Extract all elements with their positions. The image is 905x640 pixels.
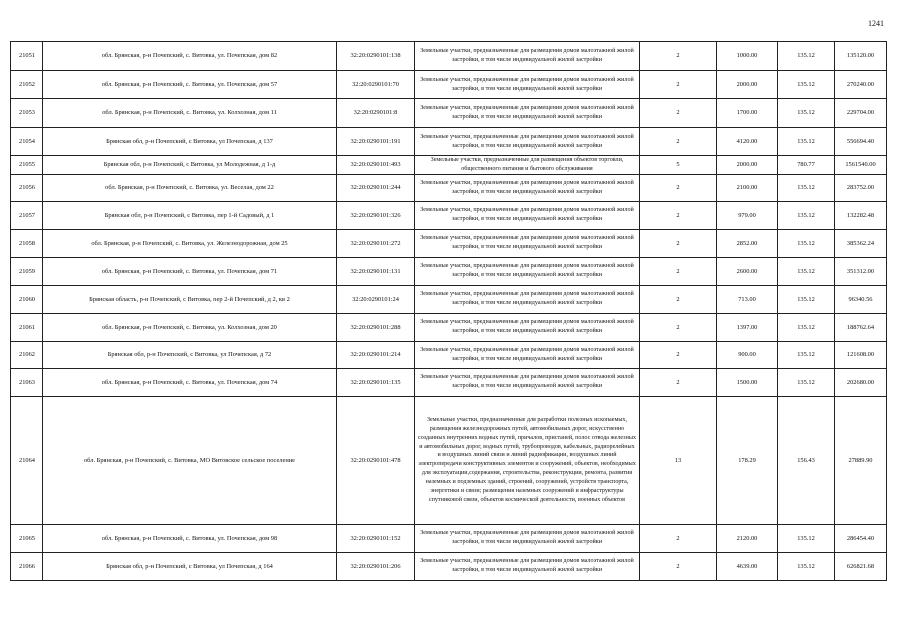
cadastral-value-cell: 188762.64 [835,313,887,341]
address-cell: обл. Брянская, р-н Почепский, с. Витовка, ул. Веселая, дом 22 [43,174,337,201]
cadastral-number-cell: 32:20:0290101:493 [337,156,415,175]
land-purpose-cell: Земельные участки, предназначенные для размещения домов малоэтажной жилой застройки, в том числе индивидуальной жилой застройки [415,174,640,201]
land-purpose-cell: Земельные участки, предназначенные для размещения домов малоэтажной жилой застройки, в том числе индивидуальной жилой застройки [415,368,640,396]
land-use-code-cell: 2 [640,71,717,99]
land-purpose-cell: Земельные участки, предназначенные для размещения домов малоэтажной жилой застройки, в том числе индивидуальной жилой застройки [415,257,640,285]
table-row [11,229,887,257]
land-use-code-cell: 2 [640,341,717,368]
page-number: 1241 [868,19,884,28]
area-cell: 2000.00 [717,71,778,99]
record-number: 21051 [11,42,43,71]
cadastral-value-cell: 385362.24 [835,229,887,257]
table-row [11,341,887,368]
specific-value-cell: 135.12 [778,341,835,368]
area-cell: 979.00 [717,201,778,229]
specific-value-cell: 135.12 [778,42,835,71]
cadastral-number-cell: 32:20:0290101:191 [337,128,415,156]
cadastral-number-cell: 32:20:0290101:272 [337,229,415,257]
land-use-code-cell: 2 [640,285,717,313]
area-cell: 1000.00 [717,42,778,71]
address-cell: обл. Брянская, р-н Почепский, с. Витовка, ул. Колхозная, дом 11 [43,99,337,128]
cadastral-value-cell: 202680.00 [835,368,887,396]
specific-value-cell: 135.12 [778,257,835,285]
address-cell: Брянская обл, р-н Почепский, с Витовка, ул Почепская, д 72 [43,341,337,368]
address-cell: Брянская область, р-н Почепский, с Витовка, пер 2-й Почепский, д 2, кв 2 [43,285,337,313]
address-cell: Брянская обл, р-н Почепский, с Витовка, ул Молодежная, д 1-д [43,156,337,175]
land-use-code-cell: 2 [640,257,717,285]
cadastral-number-cell: 32:20:0290101:138 [337,42,415,71]
land-use-code-cell: 2 [640,128,717,156]
cadastral-number-cell: 32:20:0290101:326 [337,201,415,229]
table-row [11,42,887,71]
cadastral-value-cell: 286454.40 [835,524,887,552]
land-purpose-cell: Земельные участки, предназначенные для разработки полезных ископаемых, размещения железнодорожных путей, автомобильных дорог, искусственно созданных внутренних водных путей, причалов, пристаней, полос отвода железных и автомобильных дорог, водных путей, трубопроводов, кабельных, радиорелейных и воздушных линий связи и линий радиофикации, воздушных линий электропередачи конструктивных элементов и сооружений, объектов, необходимых для эксплуатации,содержания, строительства, реконструкции, ремонта, развития наземных и подземных зданий, строений, сооружений, устройств транспорта, энергетики и связи; размещения наземных сооружений и инфраструктуры спутниковой связи, объектов космической деятельности, военных объектов [415,396,640,524]
cadastral-value-cell: 1561540.00 [835,156,887,175]
record-number: 21060 [11,285,43,313]
cadastral-value-cell: 351312.00 [835,257,887,285]
address-cell: Брянская обл, р-н Почепский, с Витовка, ул Почепская, д 137 [43,128,337,156]
cadastral-value-cell: 135120.00 [835,42,887,71]
table-row [11,99,887,128]
address-cell: обл. Брянская, р-н Почепский, с. Витовка, ул. Почепская, дом 74 [43,368,337,396]
cadastral-value-cell: 556694.40 [835,128,887,156]
land-use-code-cell: 13 [640,396,717,524]
specific-value-cell: 156.43 [778,396,835,524]
table-row [11,313,887,341]
area-cell: 1500.00 [717,368,778,396]
address-cell: обл. Брянская, р-н Почепский, с. Витовка, МО Витовское сельское поселение [43,396,337,524]
land-use-code-cell: 2 [640,229,717,257]
area-cell: 4120.00 [717,128,778,156]
record-number: 21065 [11,524,43,552]
record-number: 21057 [11,201,43,229]
land-purpose-cell: Земельные участки, предназначенные для размещения домов малоэтажной жилой застройки, в том числе индивидуальной жилой застройки [415,341,640,368]
specific-value-cell: 135.12 [778,229,835,257]
record-number: 21062 [11,341,43,368]
table-row [11,524,887,552]
area-cell: 2120.00 [717,524,778,552]
specific-value-cell: 135.12 [778,285,835,313]
land-use-code-cell: 2 [640,313,717,341]
area-cell: 1397.00 [717,313,778,341]
cadastral-number-cell: 32:20:0290101:8 [337,99,415,128]
record-number: 21059 [11,257,43,285]
area-cell: 2600.00 [717,257,778,285]
cadastral-number-cell: 32:20:0290101:478 [337,396,415,524]
area-cell: 178.29 [717,396,778,524]
table-row [11,552,887,580]
area-cell: 2100.00 [717,174,778,201]
specific-value-cell: 135.12 [778,524,835,552]
area-cell: 2000.00 [717,156,778,175]
specific-value-cell: 135.12 [778,71,835,99]
cadastral-number-cell: 32:20:0290101:70 [337,71,415,99]
cadastral-number-cell: 32:20:0290101:206 [337,552,415,580]
land-use-code-cell: 2 [640,552,717,580]
specific-value-cell: 135.12 [778,99,835,128]
record-number: 21052 [11,71,43,99]
cadastral-value-cell: 96340.56 [835,285,887,313]
land-use-code-cell: 2 [640,201,717,229]
address-cell: обл. Брянская, р-н Почепский, с. Витовка, ул. Колхозная, дом 20 [43,313,337,341]
record-number: 21063 [11,368,43,396]
land-use-code-cell: 2 [640,42,717,71]
record-number: 21053 [11,99,43,128]
land-use-code-cell: 2 [640,368,717,396]
land-use-code-cell: 2 [640,99,717,128]
area-cell: 1700.00 [717,99,778,128]
land-purpose-cell: Земельные участки, предназначенные для размещения домов малоэтажной жилой застройки, в том числе индивидуальной жилой застройки [415,313,640,341]
cadastral-value-cell: 229704.00 [835,99,887,128]
specific-value-cell: 135.12 [778,313,835,341]
area-cell: 4639.00 [717,552,778,580]
record-number: 21061 [11,313,43,341]
table-row [11,285,887,313]
land-purpose-cell: Земельные участки, предназначенные для размещения домов малоэтажной жилой застройки, в том числе индивидуальной жилой застройки [415,71,640,99]
land-purpose-cell: Земельные участки, предназначенные для размещения домов малоэтажной жилой застройки, в том числе индивидуальной жилой застройки [415,201,640,229]
land-use-code-cell: 2 [640,524,717,552]
cadastral-value-cell: 626821.68 [835,552,887,580]
table-row [11,396,887,524]
land-purpose-cell: Земельные участки, предназначенные для размещения домов малоэтажной жилой застройки, в том числе индивидуальной жилой застройки [415,42,640,71]
specific-value-cell: 135.12 [778,368,835,396]
record-number: 21058 [11,229,43,257]
land-purpose-cell: Земельные участки, предназначенные для размещения домов малоэтажной жилой застройки, в том числе индивидуальной жилой застройки [415,524,640,552]
record-number: 21064 [11,396,43,524]
cadastral-value-cell: 121608.00 [835,341,887,368]
table-row [11,257,887,285]
cadastral-number-cell: 32:20:0290101:24 [337,285,415,313]
land-purpose-cell: Земельные участки, предназначенные для размещения объектов торговли, общественного питания и бытового обслуживания [415,156,640,175]
cadastral-number-cell: 32:20:0290101:214 [337,341,415,368]
cadastral-value-cell: 283752.00 [835,174,887,201]
address-cell: обл. Брянская, р-н Почепский, с. Витовка, ул. Почепская, дом 98 [43,524,337,552]
specific-value-cell: 135.12 [778,552,835,580]
land-purpose-cell: Земельные участки, предназначенные для размещения домов малоэтажной жилой застройки, в том числе индивидуальной жилой застройки [415,99,640,128]
specific-value-cell: 135.12 [778,174,835,201]
address-cell: обл. Брянская, р-н Почепский, с. Витовка, ул. Железнодорожная, дом 25 [43,229,337,257]
land-purpose-cell: Земельные участки, предназначенные для размещения домов малоэтажной жилой застройки, в том числе индивидуальной жилой застройки [415,285,640,313]
address-cell: обл. Брянская, р-н Почепский, с. Витовка, ул. Почепская, дом 57 [43,71,337,99]
area-cell: 900.00 [717,341,778,368]
cadastral-value-cell: 132282.48 [835,201,887,229]
cadastral-number-cell: 32:20:0290101:288 [337,313,415,341]
record-number: 21055 [11,156,43,175]
cadastral-number-cell: 32:20:0290101:131 [337,257,415,285]
area-cell: 2852.00 [717,229,778,257]
record-number: 21056 [11,174,43,201]
land-register-table [10,41,887,581]
land-use-code-cell: 5 [640,156,717,175]
table-row [11,174,887,201]
cadastral-value-cell: 270240.00 [835,71,887,99]
table-row [11,201,887,229]
cadastral-number-cell: 32:20:0290101:152 [337,524,415,552]
address-cell: Брянская обл, р-н Почепский, с Витовка, ул Почепская, д 164 [43,552,337,580]
land-purpose-cell: Земельные участки, предназначенные для размещения домов малоэтажной жилой застройки, в том числе индивидуальной жилой застройки [415,229,640,257]
specific-value-cell: 780.77 [778,156,835,175]
table-row [11,71,887,99]
land-purpose-cell: Земельные участки, предназначенные для размещения домов малоэтажной жилой застройки, в том числе индивидуальной жилой застройки [415,128,640,156]
cadastral-number-cell: 32:20:0290101:244 [337,174,415,201]
cadastral-value-cell: 27889.90 [835,396,887,524]
area-cell: 713.00 [717,285,778,313]
address-cell: Брянская обл, р-н Почепский, с Витовка, пер 1-й Садовый, д 1 [43,201,337,229]
table-row [11,128,887,156]
land-use-code-cell: 2 [640,174,717,201]
address-cell: обл. Брянская, р-н Почепский, с. Витовка, ул. Почепская, дом 71 [43,257,337,285]
record-number: 21066 [11,552,43,580]
table-row [11,156,887,175]
specific-value-cell: 135.12 [778,128,835,156]
cadastral-number-cell: 32:20:0290101:135 [337,368,415,396]
specific-value-cell: 135.12 [778,201,835,229]
land-purpose-cell: Земельные участки, предназначенные для размещения домов малоэтажной жилой застройки, в том числе индивидуальной жилой застройки [415,552,640,580]
record-number: 21054 [11,128,43,156]
register-body [11,42,887,581]
table-row [11,368,887,396]
address-cell: обл. Брянская, р-н Почепский, с. Витовка, ул. Почепская, дом 82 [43,42,337,71]
